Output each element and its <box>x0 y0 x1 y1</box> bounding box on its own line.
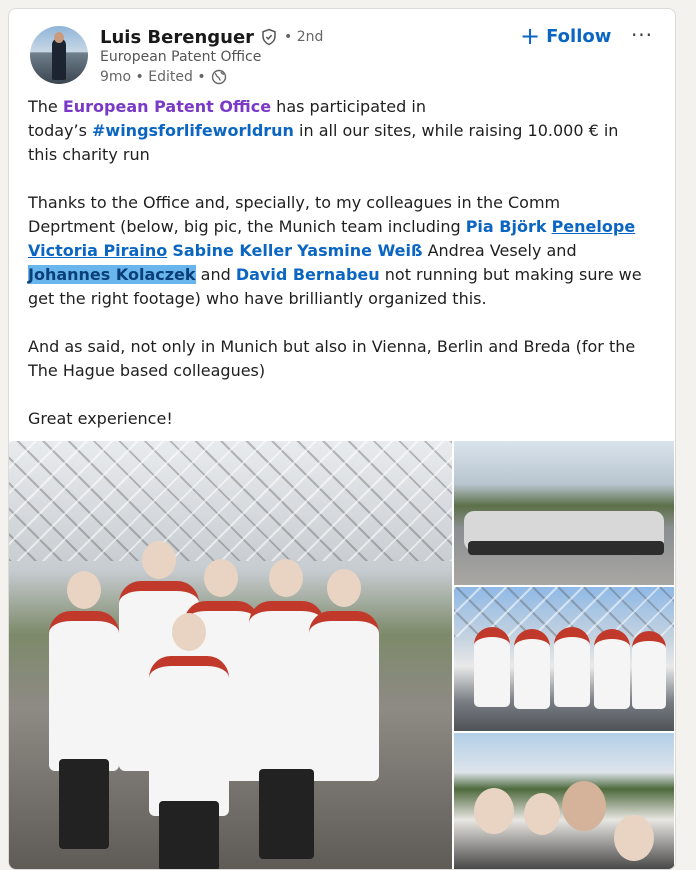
runner-face <box>269 559 303 597</box>
mention-penelope-piraino[interactable]: Penelope Victoria Piraino <box>28 217 636 260</box>
runner-face <box>562 781 606 831</box>
text-segment: in all our sites, while raising 10.000 € in this charity run <box>28 121 619 164</box>
paragraph-1 <box>28 95 648 167</box>
text-segment: The <box>28 97 63 116</box>
mention-pia-bjork[interactable]: Pia Björk <box>465 217 547 236</box>
mention-johannes-kolaczek[interactable]: Johannes Kolaczek <box>28 265 196 284</box>
paragraph-3: And as said, not only in Munich but also in Vienna, Berlin and Breda (for the The Hague based colleagues) <box>28 337 636 380</box>
text-segment: Thanks to the Office and, specially, to my colleagues in the Comm Deprtment (below, big pic, the Munich team including <box>28 193 561 236</box>
side-photo-selfie[interactable] <box>454 733 674 870</box>
post-text <box>28 95 648 431</box>
runner-legs <box>259 769 314 859</box>
runner-face <box>474 788 514 834</box>
post-meta <box>100 68 227 86</box>
hashtag-link[interactable]: #wingsforlifeworldrun <box>92 121 294 140</box>
text-segment: has participated in <box>271 97 426 116</box>
text-segment: and <box>195 265 236 284</box>
runner-face <box>142 541 176 579</box>
follow-button[interactable] <box>520 21 611 51</box>
runner-face <box>204 559 238 597</box>
runner-shape <box>514 629 550 709</box>
crowd-legs <box>468 541 664 555</box>
author-avatar[interactable] <box>30 26 88 84</box>
plus-icon: + <box>520 22 541 50</box>
follow-label: Follow <box>546 25 612 47</box>
more-options-button[interactable]: ··· <box>630 23 654 47</box>
canopy-texture <box>9 441 452 561</box>
verified-shield-icon <box>260 28 278 46</box>
runner-shape <box>474 627 510 707</box>
mention-yasmine-weiss[interactable]: Yasmine Weiß <box>297 241 423 260</box>
author-name[interactable]: Luis Berenguer <box>100 26 255 48</box>
paragraph-2 <box>28 191 648 311</box>
company-link-epo[interactable]: European Patent Office <box>62 97 272 116</box>
runner-shape <box>149 656 229 816</box>
post-card <box>8 8 676 870</box>
runner-shape <box>49 611 119 771</box>
runner-legs <box>59 759 109 849</box>
runner-face <box>67 571 101 609</box>
runner-face <box>614 815 654 861</box>
author-headline: European Patent Office <box>100 49 262 65</box>
text-segment: not running but making sure we get the right footage) who have brilliantly organized this. <box>28 265 642 308</box>
mention-david-bernabeu[interactable]: David Bernabeu <box>235 265 380 284</box>
mention-sabine-keller[interactable]: Sabine Keller <box>172 241 293 260</box>
connection-degree: • 2nd <box>284 29 324 45</box>
paragraph-gap <box>28 167 648 191</box>
runner-face <box>172 613 206 651</box>
runner-shape <box>309 611 379 781</box>
avatar-head <box>54 32 64 43</box>
paragraph-gap <box>28 311 648 335</box>
runner-face <box>524 793 560 835</box>
text-segment: today’s <box>28 121 92 140</box>
runner-shape <box>594 629 630 709</box>
paragraph-gap <box>28 383 648 407</box>
globe-icon <box>211 69 227 85</box>
runner-shape <box>554 627 590 707</box>
author-name-row <box>100 24 323 50</box>
side-photo-team[interactable] <box>454 587 674 731</box>
avatar-figure <box>52 38 66 80</box>
runner-shape <box>632 631 666 709</box>
runner-face <box>327 569 361 607</box>
side-photo-group[interactable] <box>454 441 674 585</box>
runner-legs <box>159 801 219 870</box>
main-photo[interactable] <box>9 441 452 870</box>
paragraph-4: Great experience! <box>28 409 173 428</box>
text-segment: Andrea Vesely and <box>422 241 577 260</box>
post-timestamp: 9mo • Edited • <box>100 69 206 85</box>
